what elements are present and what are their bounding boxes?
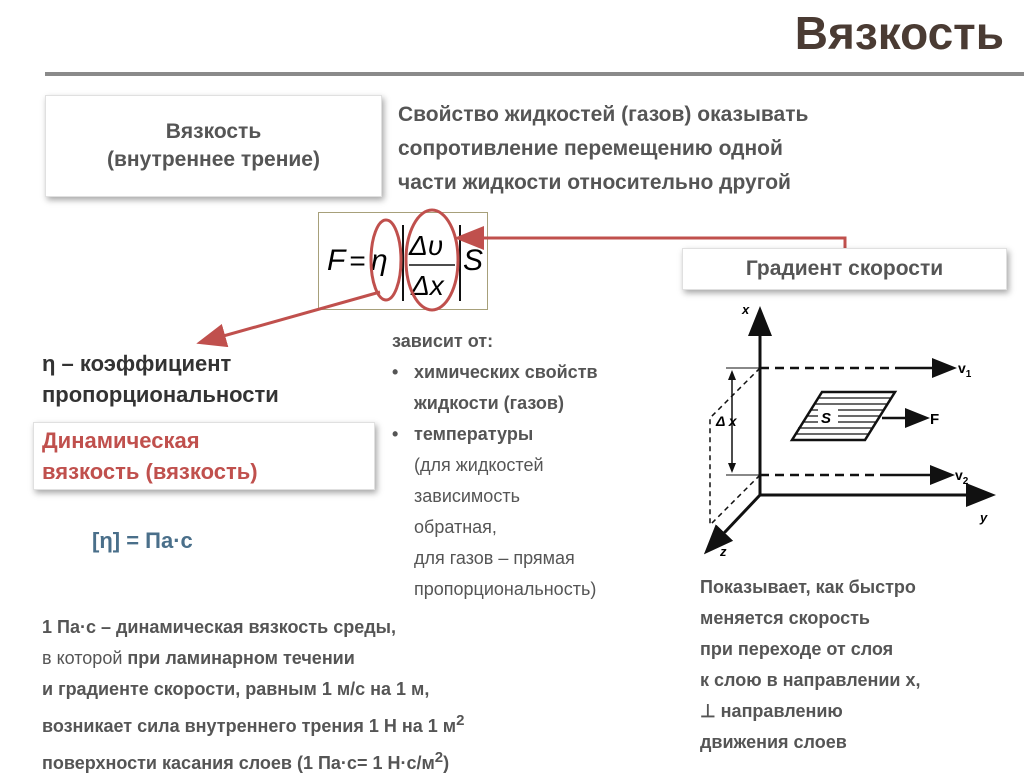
velocity-gradient-diagram [690,300,1010,565]
formula-equals: = [349,245,366,276]
unit-text: [η] = Па·с [92,528,193,553]
depends-detail: обратная, [414,517,497,537]
dx-label: Δ x [716,413,737,429]
gradient-card-label: Градиент скорости [745,257,944,280]
z-axis-label: z [720,544,727,559]
depends-detail: зависимость [414,486,520,506]
coefficient-line: η – коэффициент [42,351,232,376]
depends-item: жидкости (газов) [414,393,564,413]
gradient-desc-line: к слою в направлении x, [700,670,921,690]
coefficient-text [42,348,279,410]
z-axis [708,495,760,550]
gradient-desc-line: движения слоев [700,732,847,752]
note-line: и градиенте скорости, равным 1 м/с на 1 м, [42,679,430,699]
formula-numerator: Δυ [409,230,444,261]
dynamic-viscosity-card [33,422,375,490]
depends-detail: (для жидкостей [414,455,544,475]
depends-header: зависит от: [392,331,494,351]
definition-line: Свойство жидкостей (газов) оказывать [398,103,809,126]
dashed-guide [710,475,760,525]
force-label: F [930,411,940,428]
term-card-line2: (внутреннее трение) [107,148,320,171]
v2-label: $v_2$ [955,467,969,487]
note-text: поверхности касания слоев (1 Па·с= 1 Н·с/м [42,753,435,773]
eta-highlight-ellipse [371,220,401,300]
y-axis-label: y [980,510,988,525]
dynamic-line: вязкость (вязкость) [42,459,258,484]
dynamic-line: Динамическая [42,428,200,453]
note-line: 1 Па·с – динамическая вязкость среды, [42,617,397,637]
depends-list [392,326,598,605]
bullet: • [392,362,399,382]
note-text: возникает сила внутреннего трения 1 Н на 1 м [42,716,457,736]
depends-detail: для газов – прямая [414,548,575,568]
x-axis-label: x [742,302,750,317]
gradient-description [700,572,920,758]
note-superscript: 2 [456,712,465,729]
v1-label: $v_1$ [958,360,972,380]
gradient-card [682,248,1007,290]
formula-area: S [463,244,484,277]
formula-force: F [327,244,346,277]
depends-item: температуры [414,424,534,444]
formula-eta: η [371,244,388,277]
gradient-desc-line: при переходе от слоя [700,639,894,659]
term-card-line1: Вязкость [165,120,262,143]
note-text: при ламинарном течении [127,648,355,668]
unit-definition [42,612,464,779]
surface-label: S [821,410,832,427]
gradient-desc-line: ⊥ направлению [700,701,843,721]
coefficient-arrow [202,292,380,342]
depends-item: химических свойств [414,362,598,382]
page-title: Вязкость [794,7,1004,59]
formula-denominator: Δx [411,270,444,301]
note-text: ) [443,753,450,773]
gradient-desc-line: Показывает, как быстро [700,577,916,597]
note-text: в которой [42,648,128,668]
depends-detail: пропорциональность) [414,579,597,599]
bullet: • [392,424,399,444]
definition-line: части жидкости относительно другой [398,171,791,194]
gradient-desc-line: меняется скорость [700,608,870,628]
definition-line: сопротивление перемещению одной [398,137,783,160]
coefficient-line: пропорциональности [42,382,279,407]
note-superscript: 2 [434,749,444,766]
gradient-highlight-ellipse [406,210,458,310]
